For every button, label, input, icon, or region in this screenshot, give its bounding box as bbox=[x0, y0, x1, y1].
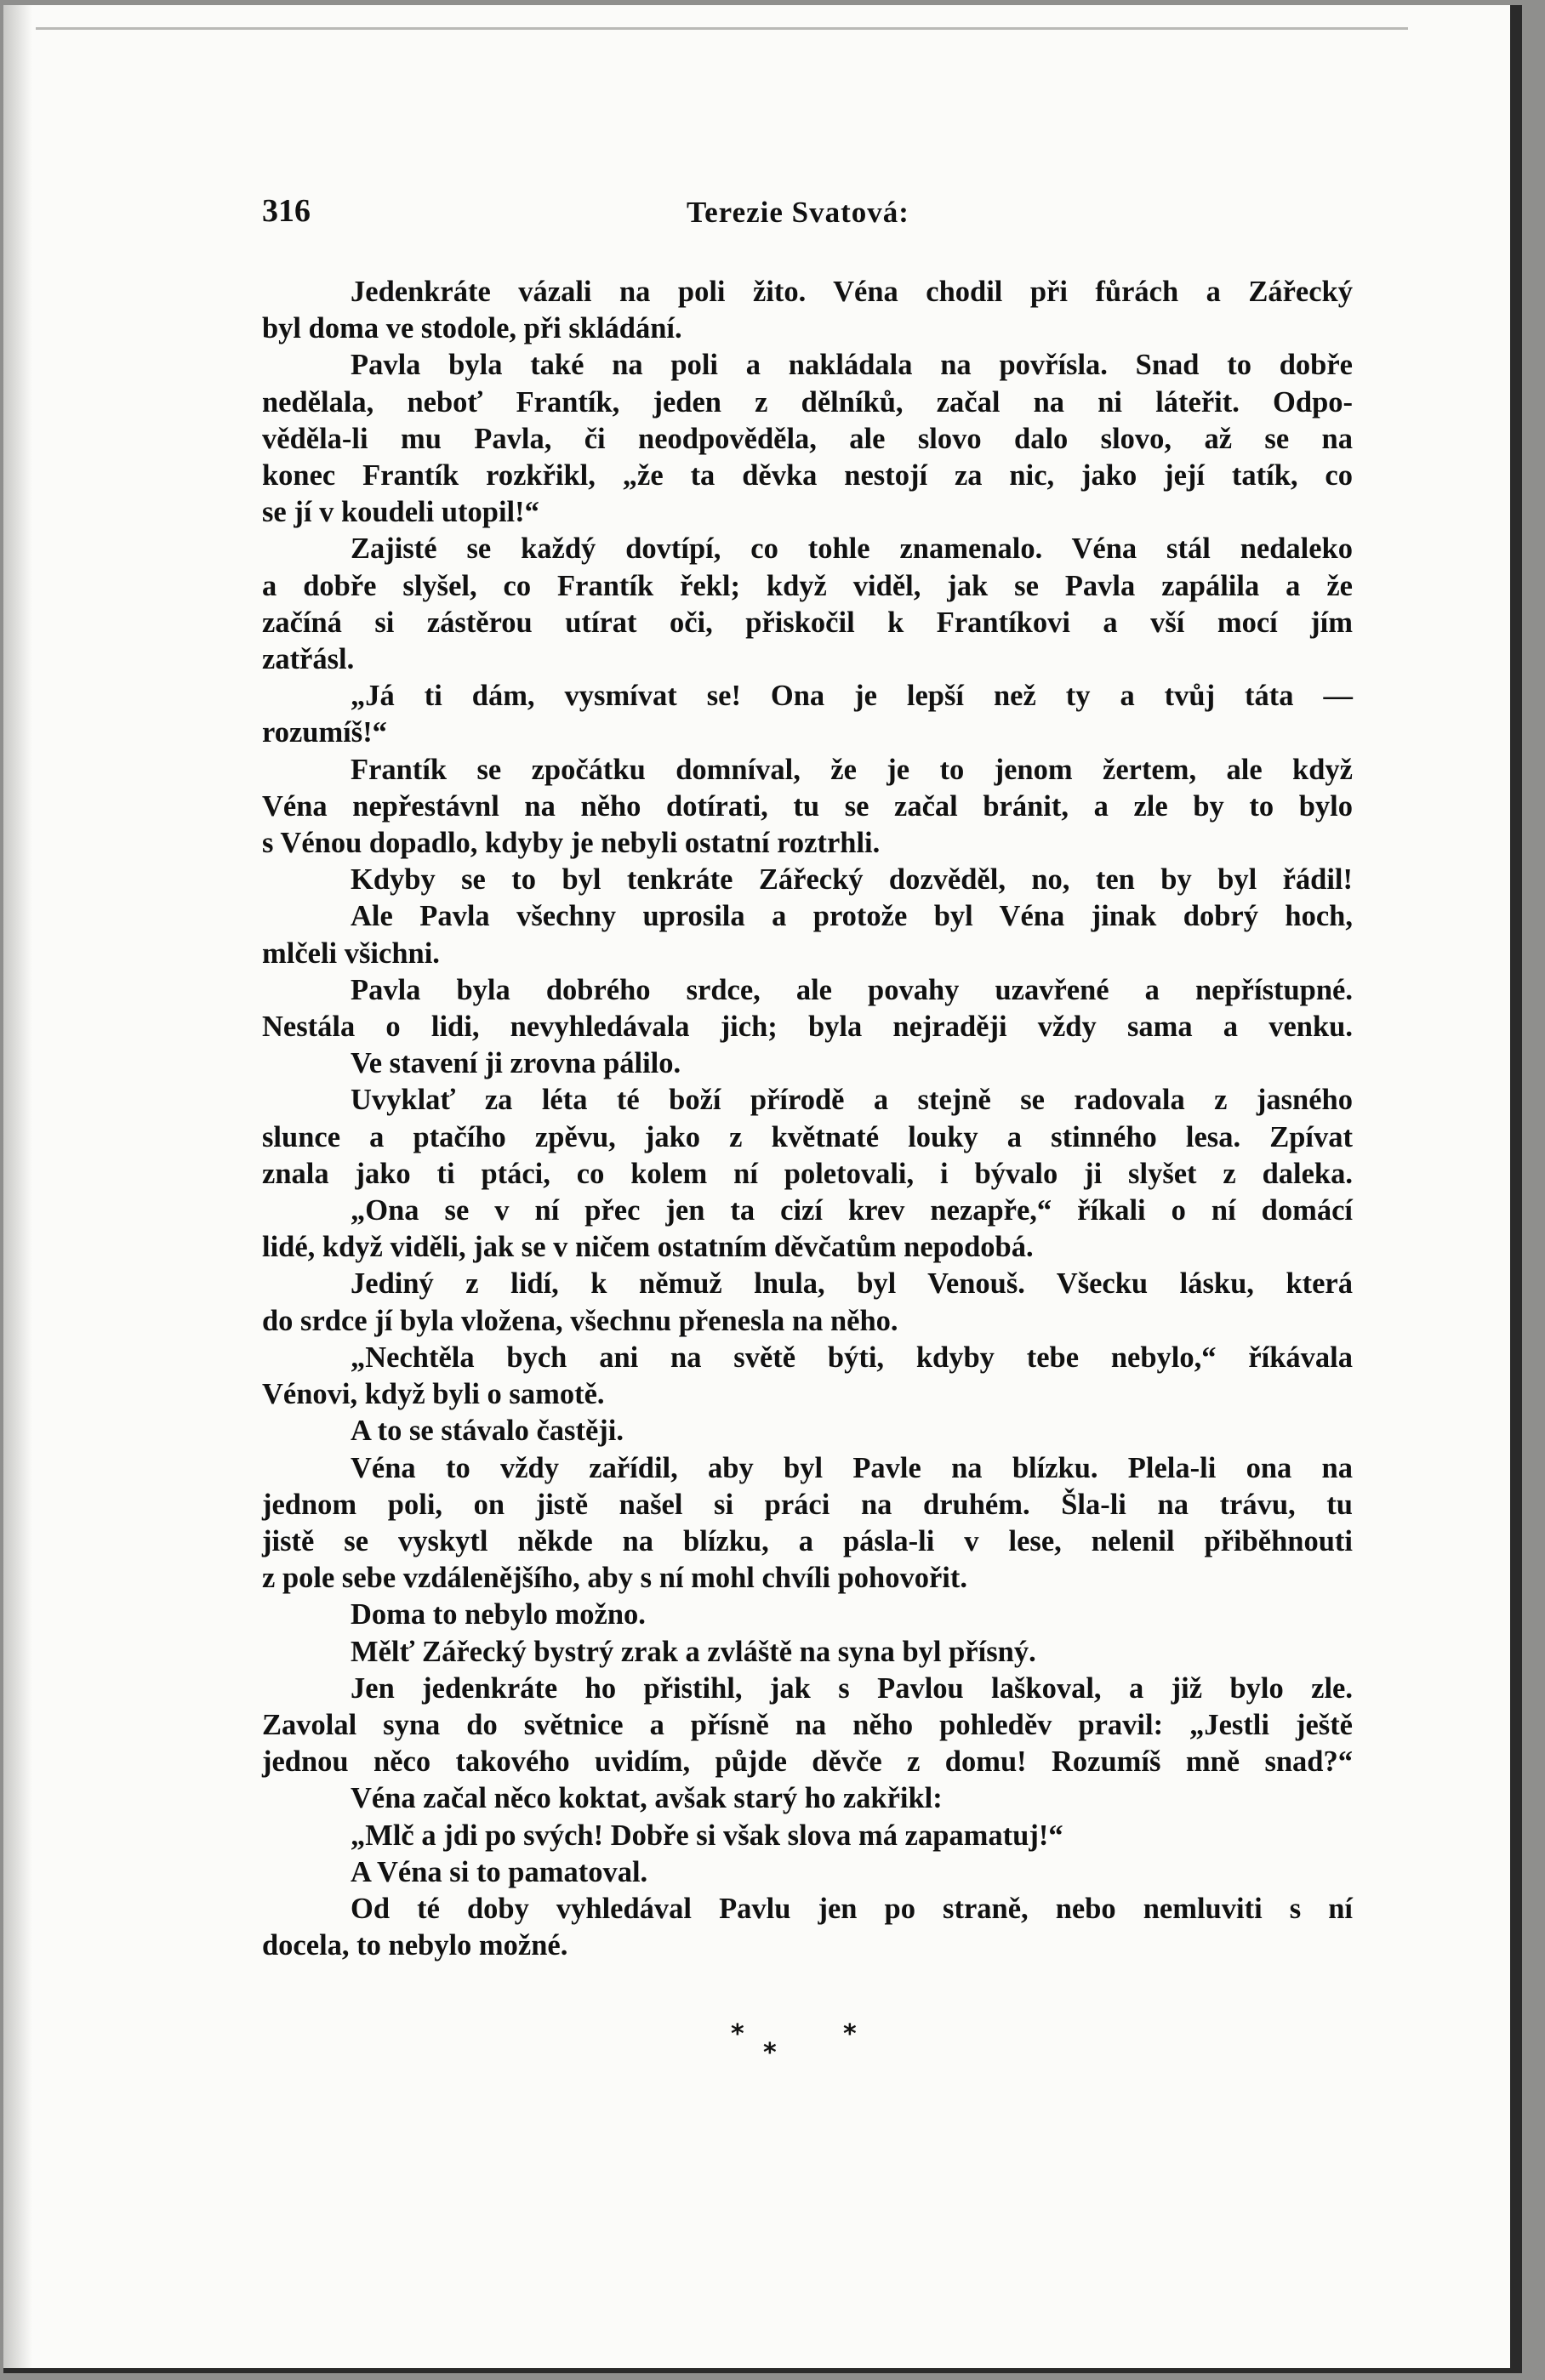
text-line: rozumíš!“ bbox=[262, 716, 387, 749]
running-title: Terezie Svatová: bbox=[687, 196, 909, 229]
text-line: Véna začal něco koktat, avšak starý ho zakřikl: bbox=[351, 1782, 943, 1815]
text-line: Frantík se zpočátku domníval, že je to jenom žertem, ale když bbox=[351, 753, 1353, 786]
text-line: se jí v koudeli utopil!“ bbox=[262, 496, 539, 529]
text-line: Kdyby se to byl tenkráte Zářecký dozvěděl, no, ten by byl řádil! bbox=[351, 863, 1353, 897]
text-line: začíná si zástěrou utírat oči, přiskočil k Frantíkovi a vší mocí jím bbox=[262, 606, 1353, 639]
text-line: „Ona se v ní přec jen ta cizí krev nezapře,“ říkali o ní domácí bbox=[351, 1194, 1353, 1227]
text-line: Zajisté se každý dovtípí, co tohle znamenalo. Véna stál nedaleko bbox=[351, 532, 1353, 566]
text-line: Mělť Zářecký bystrý zrak a zvláště na syna byl přísný. bbox=[351, 1635, 1036, 1668]
text-line: nedělala, neboť Frantík, jeden z dělníků, začal na ni láteřit. Odpo- bbox=[262, 385, 1353, 418]
text-line: znala jako ti ptáci, co kolem ní poletovali, i bývalo ji slyšet z daleka. bbox=[262, 1157, 1353, 1190]
scan-edge-line bbox=[36, 27, 1408, 30]
text-line: „Mlč a jdi po svých! Dobře si však slova má zapamatuj!“ bbox=[351, 1819, 1063, 1852]
text-line: Od té doby vyhledával Pavlu jen po straně, nebo nemluviti s ní bbox=[351, 1892, 1353, 1925]
text-line: Jedenkráte vázali na poli žito. Véna chodil při fůrách a Zářecký bbox=[351, 276, 1353, 308]
text-line: s Vénou dopadlo, kdyby je nebyli ostatní roztrhli. bbox=[262, 827, 881, 860]
text-line: z pole sebe vzdálenějšího, aby s ní mohl chvíli pohovořit. bbox=[262, 1562, 968, 1595]
text-line: Jediný z lidí, k němuž lnula, byl Venouš. Všecku lásku, která bbox=[351, 1267, 1353, 1301]
text-line: mlčeli všichni. bbox=[262, 937, 440, 970]
page-number: 316 bbox=[262, 193, 311, 229]
text-line: jednom poli, on jistě našel si práci na druhém. Šla-li na trávu, tu bbox=[262, 1488, 1353, 1521]
text-line: slunce a ptačího zpěvu, jako z květnaté louky a stinného lesa. Zpívat bbox=[262, 1120, 1353, 1153]
text-line: jistě se vyskytl někde na blízku, a pásla-li v lese, nelenil přiběhnouti bbox=[262, 1524, 1353, 1557]
text-line: věděla-li mu Pavla, či neodpověděla, ale slovo dalo slovo, až se na bbox=[262, 422, 1353, 455]
book-page bbox=[3, 5, 1522, 2373]
text-line: byl doma ve stodole, při skládání. bbox=[262, 312, 682, 345]
text-line: Véna nepřestávnl na něho dotírati, tu se začal bránit, a zle by to bylo bbox=[262, 789, 1353, 823]
text-line: Pavla byla také na poli a nakládala na povřísla. Snad to dobře bbox=[351, 349, 1353, 382]
text-line: Ve stavení ji zrovna pálilo. bbox=[351, 1047, 681, 1080]
text-line: „Nechtěla bych ani na světě býti, kdyby tebe nebylo,“ říkávala bbox=[351, 1341, 1353, 1374]
page-header bbox=[262, 192, 1510, 243]
text-line: Doma to nebylo možno. bbox=[351, 1598, 646, 1631]
section-break-star: * bbox=[763, 2038, 777, 2068]
body-text bbox=[262, 274, 1353, 1964]
text-line: konec Frantík rozkřikl, „že ta děvka nestojí za nic, jako její tatík, co bbox=[262, 459, 1353, 493]
text-line: lidé, když viděli, jak se v ničem ostatním děvčatům nepodobá. bbox=[262, 1231, 1034, 1264]
text-line: do srdce jí byla vložena, všechnu přenesla na něho. bbox=[262, 1304, 898, 1337]
text-line: A to se stávalo častěji. bbox=[351, 1415, 624, 1448]
section-break-star: * bbox=[843, 2019, 857, 2049]
text-line: docela, to nebylo možné. bbox=[262, 1929, 568, 1962]
text-line: A Véna si to pamatoval. bbox=[351, 1855, 648, 1888]
text-line: Zavolal syna do světnice a přísně na něho pohleděv pravil: „Jestli ještě bbox=[262, 1708, 1353, 1741]
text-line: zatřásl. bbox=[262, 643, 355, 676]
text-line: Nestála o lidi, nevyhledávala jich; byla nejraději vždy sama a venku. bbox=[262, 1011, 1353, 1044]
text-line: Uvyklať za léta té boží přírodě a stejně se radovala z jasného bbox=[351, 1084, 1353, 1117]
text-line: Jen jedenkráte ho přistihl, jak s Pavlou laškoval, a již bylo zle. bbox=[351, 1671, 1353, 1705]
page-edge-shadow bbox=[3, 5, 32, 2368]
text-line: Ale Pavla všechny uprosila a protože byl Véna jinak dobrý hoch, bbox=[351, 900, 1353, 933]
text-line: Véna to vždy zařídil, aby byl Pavle na blízku. Plela-li ona na bbox=[351, 1451, 1353, 1484]
text-line: a dobře slyšel, co Frantík řekl; když viděl, jak se Pavla zapálila a že bbox=[262, 569, 1353, 602]
section-break-star: * bbox=[731, 2019, 744, 2049]
text-line: Pavla byla dobrého srdce, ale povahy uzavřené a nepřístupné. bbox=[351, 973, 1353, 1006]
text-line: „Já ti dám, vysmívat se! Ona je lepší než ty a tvůj táta — bbox=[351, 680, 1353, 713]
text-line: Vénovi, když byli o samotě. bbox=[262, 1378, 605, 1411]
text-line: jednou něco takového uvidím, půjde děvče z domu! Rozumíš mně snad?“ bbox=[262, 1745, 1353, 1779]
